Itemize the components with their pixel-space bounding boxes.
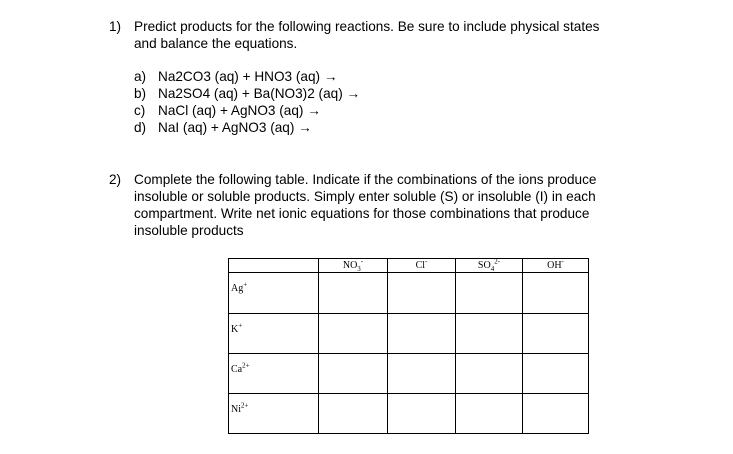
reaction-letter: a) <box>134 69 147 84</box>
anion-base: SO <box>477 259 491 271</box>
table-header-row <box>229 259 589 273</box>
question-2-line-1: Complete the following table. Indicate if the combinations of the ions produce <box>134 172 597 187</box>
table-row-nickel <box>229 394 589 434</box>
answer-cell[interactable] <box>456 354 523 394</box>
cation-header-calcium <box>229 354 319 394</box>
anion-header-nitrate <box>319 259 388 273</box>
table-row-calcium <box>229 354 589 394</box>
answer-cell[interactable] <box>456 314 523 354</box>
reaction-letter: d) <box>134 120 147 135</box>
question-2-number: 2) <box>109 172 122 187</box>
anion-header-chloride <box>388 259 456 273</box>
cation-base: Ag <box>231 283 244 294</box>
question-2-line-2: insoluble or soluble products. Simply enter soluble (S) or insoluble (I) in each <box>134 189 596 204</box>
answer-cell[interactable] <box>388 273 456 314</box>
answer-cell[interactable] <box>319 273 388 314</box>
anion-base: Cl <box>415 259 426 271</box>
cation-header-nickel <box>229 394 319 434</box>
reaction-letter: c) <box>134 103 146 118</box>
answer-cell[interactable] <box>456 394 523 434</box>
question-1-number: 1) <box>109 19 122 34</box>
anion-header-hydroxide <box>523 259 589 273</box>
reaction-equation: NaI (aq) + AgNO3 (aq) → <box>158 120 312 135</box>
anion-charge: - <box>360 257 364 266</box>
reaction-letter: b) <box>134 86 147 101</box>
anion-charge: - <box>425 257 428 266</box>
answer-cell[interactable] <box>319 314 388 354</box>
cation-charge: 2+ <box>242 361 250 370</box>
reaction-equation: NaCl (aq) + AgNO3 (aq) → <box>158 103 321 118</box>
reaction-a <box>134 68 337 85</box>
answer-cell[interactable] <box>388 354 456 394</box>
cation-header-potassium <box>229 314 319 354</box>
cation-base: Ca <box>231 364 243 375</box>
table-row-silver <box>229 273 589 314</box>
question-1-text <box>134 18 654 52</box>
reaction-c <box>134 102 321 119</box>
anion-base: NO <box>342 259 358 271</box>
reaction-equation: Na2SO4 (aq) + Ba(NO3)2 (aq) → <box>158 86 361 101</box>
answer-cell[interactable] <box>388 314 456 354</box>
answer-cell[interactable] <box>319 394 388 434</box>
anion-subscript: 3 <box>357 264 361 273</box>
reaction-b <box>134 85 360 102</box>
ion-solubility-table <box>228 258 589 434</box>
answer-cell[interactable] <box>523 354 589 394</box>
question-2-text <box>134 171 654 239</box>
anion-charge: - <box>561 257 564 266</box>
cation-charge: + <box>243 280 248 289</box>
question-2-line-3: compartment. Write net ionic equations for those combinations that produce <box>134 206 590 221</box>
anion-base: OH <box>547 259 562 271</box>
cation-charge: + <box>238 321 243 330</box>
cation-header-silver <box>229 273 319 314</box>
table-corner-cell <box>229 259 319 273</box>
answer-cell[interactable] <box>456 273 523 314</box>
answer-cell[interactable] <box>523 273 589 314</box>
cation-base: K <box>231 324 239 335</box>
question-1-line-1: Predict products for the following reactions. Be sure to include physical states <box>134 19 600 34</box>
reaction-equation: Na2CO3 (aq) + HNO3 (aq) → <box>158 69 338 84</box>
anion-header-sulfate <box>456 259 523 273</box>
anion-charge: 2- <box>494 257 501 266</box>
question-2-line-4: insoluble products <box>134 223 244 238</box>
table-row-potassium <box>229 314 589 354</box>
answer-cell[interactable] <box>523 394 589 434</box>
answer-cell[interactable] <box>388 394 456 434</box>
cation-base: Ni <box>231 404 241 415</box>
question-1-line-2: and balance the equations. <box>134 36 298 51</box>
anion-subscript: 4 <box>490 264 495 273</box>
answer-cell[interactable] <box>319 354 388 394</box>
reaction-d <box>134 119 312 136</box>
answer-cell[interactable] <box>523 314 589 354</box>
cation-charge: 2+ <box>241 401 249 410</box>
